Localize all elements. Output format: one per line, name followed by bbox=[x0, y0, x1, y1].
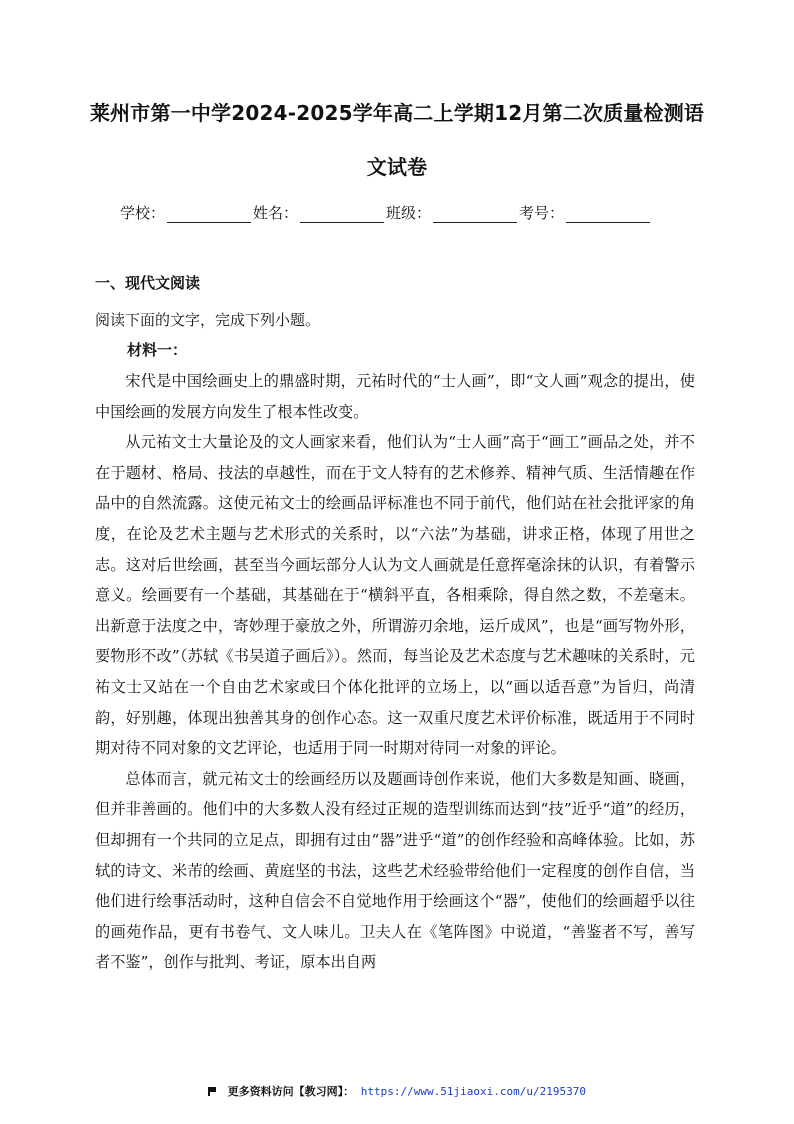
exam-title-line-1: 莱州市第一中学2024-2025学年高二上学期12月第二次质量检测语 bbox=[89, 101, 705, 125]
section-heading: 一、现代文阅读 bbox=[95, 274, 201, 292]
exam-number-label: 考号： bbox=[519, 204, 565, 222]
class-label: 班级： bbox=[386, 204, 432, 222]
name-label: 姓名： bbox=[253, 204, 299, 222]
class-blank[interactable] bbox=[433, 207, 517, 223]
school-label: 学校： bbox=[120, 204, 166, 222]
flag-icon bbox=[208, 1087, 218, 1096]
passage-body bbox=[95, 366, 695, 978]
name-blank[interactable] bbox=[300, 207, 384, 223]
school-blank[interactable] bbox=[167, 207, 251, 223]
footer-link[interactable]: https://www.51jiaoxi.com/u/2195370 bbox=[360, 1085, 586, 1098]
exam-number-blank[interactable] bbox=[566, 207, 650, 223]
paragraph: 总体而言，就元祐文士的绘画经历以及题画诗创作来说，他们大多数是知画、晓画，但并非善画的。他们中的大多数人没有经过正规的造型训练而达到“技”近乎“道”的经历，但却拥有一个共同的立足点，即拥有过由“器”进乎“道”的创作经验和高峰体验。比如，苏轼的诗文、米芾的绘画、黄庭坚的书法，这些艺术经验带给他们一定程度的创作自信，当他们进行绘事活动时，这种自信会不自觉地作用于绘画这个“器”，使他们的绘画超乎以往的画苑作品，更有书卷气、文人味儿。卫夫人在《笔阵图》中说道，“善鉴者不写，善写者不鉴”，创作与批判、考证，原本出自两 bbox=[95, 769, 695, 972]
paragraph: 从元祐文士大量论及的文人画家来看，他们认为“士人画”高于“画工”画品之处，并不在于题材、格局、技法的卓越性，而在于文人特有的艺术修养、精神气质、生活情趣在作品中的自然流露。这使元祐文士的绘画品评标准也不同于前代，他们站在社会批评家的角度，在论及艺术主题与艺术形式的关系时，以“六法”为基础，讲求正格，体现了用世之志。这对后世绘画，甚至当今画坛部分人认为文人画就是任意挥毫涂抹的认识，有着警示意义。绘画要有一个基础，其基础在于“横斜平直，各相乘除，得自然之数，不差毫末。出新意于法度之中，寄妙理于豪放之外，所谓游刃余地，运斤成风”，也是“画写物外形，要物形不改”（苏轼《书吴道子画后》）。然而，每当论及艺术态度与艺术趣味的关系时，元祐文士又站在一个自由艺术家或曰个体化批评的立场上，以“画以适吾意”为旨归，尚清韵，好别趣，体现出独善其身的创作心态。这一双重尺度艺术评价标准，既适用于不同时期对待不同对象的文艺评论，也适用于同一时期对待同一对象的评论。 bbox=[95, 433, 695, 758]
footer-prefix: 更多资料访问【教习网】： bbox=[227, 1085, 355, 1098]
material-label: 材料一： bbox=[127, 341, 188, 359]
reading-instruction: 阅读下面的文字，完成下列小题。 bbox=[95, 311, 321, 329]
exam-title-line-2: 文试卷 bbox=[366, 155, 428, 179]
page-footer bbox=[0, 1083, 794, 1099]
paragraph: 宋代是中国绘画史上的鼎盛时期，元祐时代的“士人画”，即“文人画”观念的提出，使中国绘画的发展方向发生了根本性改变。 bbox=[95, 372, 695, 421]
student-info-row bbox=[120, 202, 680, 223]
